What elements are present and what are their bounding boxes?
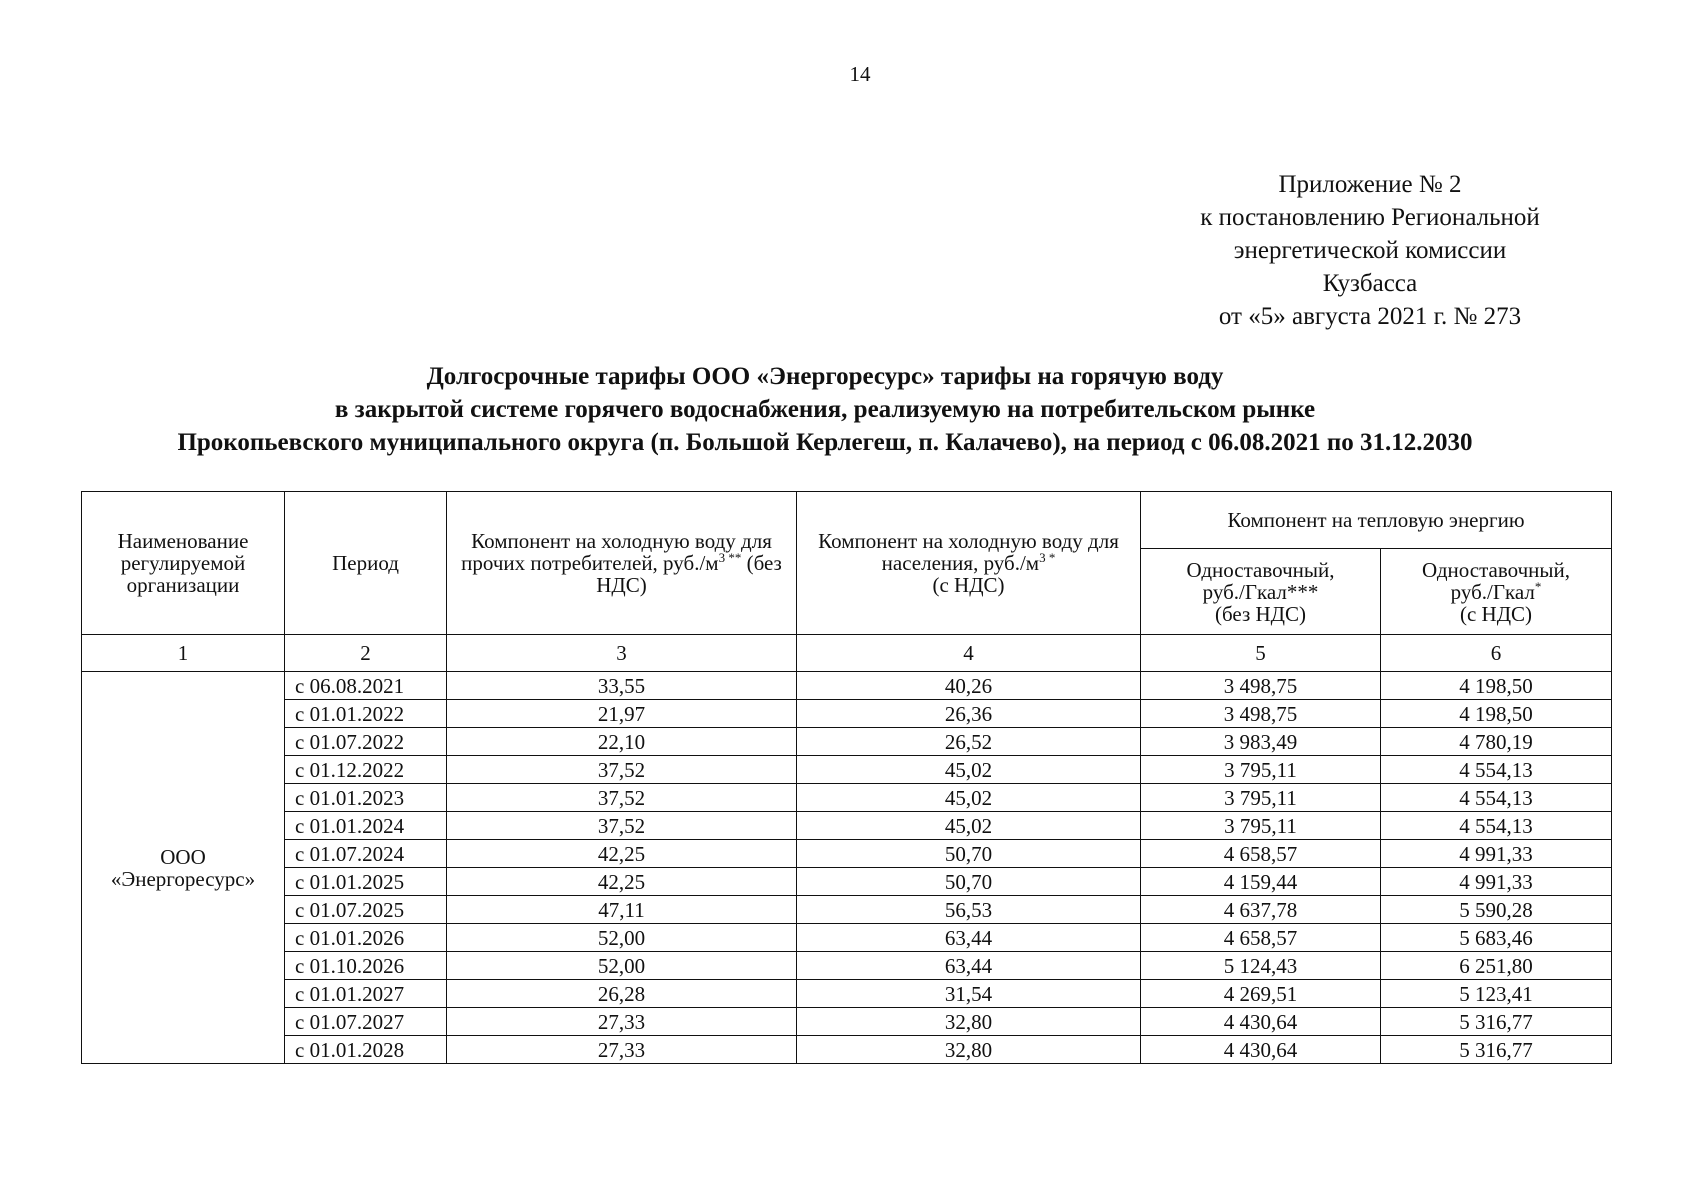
table-row	[82, 756, 1612, 784]
period-cell: с 01.10.2026	[285, 952, 447, 980]
column-number: 3	[447, 635, 797, 672]
cold-water-population-cell: 32,80	[797, 1008, 1141, 1036]
heat-vat-cell: 4 991,33	[1381, 840, 1612, 868]
heat-no-vat-cell: 3 795,11	[1141, 812, 1381, 840]
header-text: (с НДС)	[1459, 601, 1533, 626]
page-number: 14	[849, 62, 871, 86]
header-heat-no-vat	[1141, 549, 1381, 635]
table-row	[82, 1008, 1612, 1036]
appendix-line: Кузбасса	[1322, 270, 1418, 297]
header-period: Период	[285, 492, 447, 635]
heat-vat-cell: 4 554,13	[1381, 756, 1612, 784]
header-sup: 3 **	[718, 550, 742, 565]
table-row	[82, 812, 1612, 840]
heat-vat-cell: 5 316,77	[1381, 1036, 1612, 1064]
header-text: Компонент на холодную воду для прочих потребителей, руб./м	[461, 529, 772, 575]
header-text: (без НДС)	[1214, 601, 1306, 626]
table-row	[82, 924, 1612, 952]
period-cell: с 01.07.2022	[285, 728, 447, 756]
heat-vat-cell: 5 590,28	[1381, 896, 1612, 924]
heat-no-vat-cell: 3 498,75	[1141, 672, 1381, 700]
organization-name: ООО	[160, 844, 206, 869]
cold-water-other-cell: 47,11	[447, 896, 797, 924]
heat-no-vat-cell: 5 124,43	[1141, 952, 1381, 980]
column-number: 5	[1141, 635, 1381, 672]
header-organization: Наименование регулируемой организации	[82, 492, 285, 635]
heat-no-vat-cell: 4 430,64	[1141, 1008, 1381, 1036]
cold-water-other-cell: 21,97	[447, 700, 797, 728]
heat-vat-cell: 4 554,13	[1381, 784, 1612, 812]
cold-water-other-cell: 27,33	[447, 1008, 797, 1036]
period-cell: с 01.07.2024	[285, 840, 447, 868]
table-row	[82, 672, 1612, 700]
cold-water-other-cell: 27,33	[447, 1036, 797, 1064]
period-cell: с 01.01.2024	[285, 812, 447, 840]
table-row	[82, 1036, 1612, 1064]
tariff-table	[81, 491, 1612, 1064]
cold-water-population-cell: 63,44	[797, 952, 1141, 980]
cold-water-population-cell: 45,02	[797, 756, 1141, 784]
cold-water-population-cell: 31,54	[797, 980, 1141, 1008]
cold-water-other-cell: 42,25	[447, 840, 797, 868]
heat-vat-cell: 6 251,80	[1381, 952, 1612, 980]
table-row	[82, 728, 1612, 756]
cold-water-population-cell: 50,70	[797, 840, 1141, 868]
title-line: в закрытой системе горячего водоснабжения, реализуемую на потребительском рынке	[334, 396, 1316, 423]
heat-vat-cell: 4 991,33	[1381, 868, 1612, 896]
cold-water-population-cell: 63,44	[797, 924, 1141, 952]
header-sup: *	[1534, 578, 1542, 594]
heat-no-vat-cell: 4 159,44	[1141, 868, 1381, 896]
header-heat-vat	[1381, 549, 1612, 635]
period-cell: с 06.08.2021	[285, 672, 447, 700]
table-row	[82, 868, 1612, 896]
appendix-line: Приложение № 2	[1278, 171, 1462, 198]
heat-no-vat-cell: 4 637,78	[1141, 896, 1381, 924]
cold-water-other-cell: 52,00	[447, 924, 797, 952]
heat-vat-cell: 5 123,41	[1381, 980, 1612, 1008]
organization-name: «Энергоресурс»	[110, 866, 256, 891]
heat-vat-cell: 4 198,50	[1381, 700, 1612, 728]
cold-water-other-cell: 37,52	[447, 756, 797, 784]
header-text: Компонент на холодную воду для населения, руб./м	[818, 529, 1119, 575]
cold-water-population-cell: 50,70	[797, 868, 1141, 896]
period-cell: с 01.01.2027	[285, 980, 447, 1008]
appendix-block	[1150, 168, 1590, 333]
cold-water-population-cell: 32,80	[797, 1036, 1141, 1064]
header-text: Одноставочный,	[1186, 557, 1335, 582]
heat-no-vat-cell: 4 658,57	[1141, 840, 1381, 868]
cold-water-other-cell: 26,28	[447, 980, 797, 1008]
period-cell: с 01.01.2023	[285, 784, 447, 812]
period-cell: с 01.07.2025	[285, 896, 447, 924]
cold-water-population-cell: 26,52	[797, 728, 1141, 756]
table-row	[82, 700, 1612, 728]
table-row	[82, 896, 1612, 924]
cold-water-population-cell: 45,02	[797, 784, 1141, 812]
header-cold-water-other	[447, 492, 797, 635]
table-row	[82, 784, 1612, 812]
appendix-line: от «5» августа 2021 г. № 273	[1218, 303, 1522, 330]
heat-no-vat-cell: 4 658,57	[1141, 924, 1381, 952]
heat-vat-cell: 5 683,46	[1381, 924, 1612, 952]
header-heat-energy: Компонент на тепловую энергию	[1141, 492, 1612, 549]
cold-water-population-cell: 40,26	[797, 672, 1141, 700]
cold-water-population-cell: 26,36	[797, 700, 1141, 728]
header-text: Одноставочный,	[1421, 557, 1571, 582]
cold-water-other-cell: 52,00	[447, 952, 797, 980]
heat-no-vat-cell: 3 795,11	[1141, 784, 1381, 812]
cold-water-other-cell: 37,52	[447, 812, 797, 840]
heat-no-vat-cell: 3 498,75	[1141, 700, 1381, 728]
table-row	[82, 980, 1612, 1008]
period-cell: с 01.12.2022	[285, 756, 447, 784]
cold-water-other-cell: 37,52	[447, 784, 797, 812]
header-text: руб./Гкал	[1450, 579, 1535, 604]
period-cell: с 01.07.2027	[285, 1008, 447, 1036]
cold-water-other-cell: 22,10	[447, 728, 797, 756]
cold-water-population-cell: 56,53	[797, 896, 1141, 924]
heat-vat-cell: 4 554,13	[1381, 812, 1612, 840]
header-sup: 3 *	[1039, 550, 1056, 565]
column-number: 6	[1381, 635, 1612, 672]
header-text: (с НДС)	[932, 573, 1005, 597]
cold-water-other-cell: 42,25	[447, 868, 797, 896]
title-line: Прокопьевского муниципального округа (п. Большой Керлегеш, п. Калачево), на период с 06.08.2021 по 31.12.2030	[177, 429, 1473, 456]
column-number: 2	[285, 635, 447, 672]
column-number: 1	[82, 635, 285, 672]
heat-vat-cell: 4 780,19	[1381, 728, 1612, 756]
period-cell: с 01.01.2026	[285, 924, 447, 952]
period-cell: с 01.01.2022	[285, 700, 447, 728]
appendix-line: к постановлению Региональной	[1200, 204, 1540, 231]
header-text: (без НДС)	[596, 551, 782, 597]
table-row	[82, 840, 1612, 868]
period-cell: с 01.01.2028	[285, 1036, 447, 1064]
appendix-line: энергетической комиссии	[1233, 237, 1507, 264]
table-row	[82, 952, 1612, 980]
header-cold-water-population	[797, 492, 1141, 635]
cold-water-population-cell: 45,02	[797, 812, 1141, 840]
heat-vat-cell: 4 198,50	[1381, 672, 1612, 700]
heat-no-vat-cell: 4 430,64	[1141, 1036, 1381, 1064]
organization-cell	[82, 672, 285, 1064]
heat-vat-cell: 5 316,77	[1381, 1008, 1612, 1036]
cold-water-other-cell: 33,55	[447, 672, 797, 700]
heat-no-vat-cell: 4 269,51	[1141, 980, 1381, 1008]
heat-no-vat-cell: 3 983,49	[1141, 728, 1381, 756]
header-text: руб./Гкал***	[1202, 579, 1319, 604]
heat-no-vat-cell: 3 795,11	[1141, 756, 1381, 784]
title-line: Долгосрочные тарифы ООО «Энергоресурс» тарифы на горячую воду	[426, 363, 1224, 390]
column-number: 4	[797, 635, 1141, 672]
document-title	[60, 360, 1590, 459]
period-cell: с 01.01.2025	[285, 868, 447, 896]
